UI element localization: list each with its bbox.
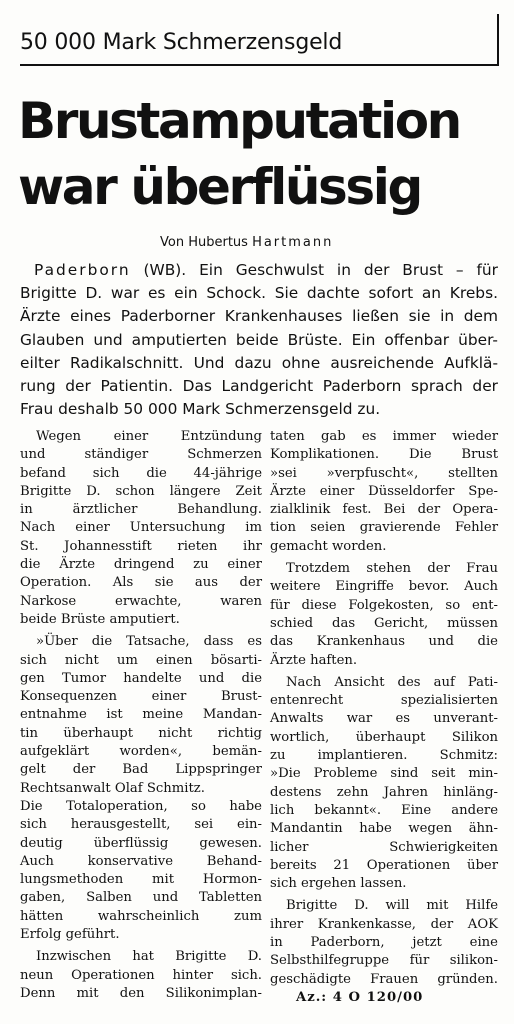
column-line: gelt der Bad Lippspringer — [20, 762, 262, 778]
column-line: gaben, Salben und Tabletten — [20, 890, 262, 906]
headline-line-2: war überflüssig — [18, 158, 421, 216]
column-line: Selbsthilfegruppe für silikon- — [270, 953, 498, 969]
lead-city: Paderborn — [34, 261, 131, 279]
column-line: lich bekannt«. Eine andere — [270, 802, 498, 818]
byline-prefix: Von Hubertus — [160, 235, 253, 250]
column-line: sich nicht um einen bösarti- — [20, 652, 262, 668]
column-line: Nach Ansicht des auf Pati- — [286, 674, 498, 690]
column-line: gemacht worden. — [270, 538, 387, 554]
column-line: lungsmethoden mit Hormon- — [20, 872, 262, 888]
column-line: taten gab es immer wieder — [270, 429, 498, 444]
column-line: licher Schwierigkeiten — [270, 839, 498, 855]
column-line: Trotzdem stehen der Frau — [286, 561, 498, 577]
column-line: Operation. Als sie aus der — [20, 575, 262, 591]
column-line: weitere Eingriffe bevor. Auch — [270, 579, 498, 595]
column-line: neun Operationen hinter sich. — [20, 967, 262, 983]
column-line: deutig überflüssig gewesen. — [20, 835, 262, 851]
column-line: entenrecht spezialisierten — [270, 693, 498, 709]
column-line: Denn mit den Silikonimplan- — [20, 985, 262, 1001]
column-line: »sei »verpfuscht«, stellten — [270, 465, 498, 481]
lead-paragraph — [20, 259, 498, 421]
column-line: Ärzte einer Düsseldorfer Spe- — [270, 483, 498, 499]
column-line: Narkose erwachte, waren — [20, 593, 262, 609]
column-line: »Über die Tatsache, dass es — [36, 634, 262, 650]
lead-line: Ärzte eines Paderborner Krankenhauses ließen sie in dem — [20, 307, 498, 326]
column-line: Konsequenzen einer Brust- — [20, 689, 262, 705]
column-line: in Paderborn, jetzt eine — [270, 935, 498, 951]
column-line: für diese Folgekosten, so ent- — [270, 597, 498, 613]
column-line: sich ergehen lassen. — [270, 876, 407, 892]
column-line: Komplikationen. Die Brust — [270, 447, 498, 463]
column-line: destens zehn Jahren hinläng- — [270, 784, 498, 800]
column-line: Ärzte haften. — [270, 652, 358, 668]
column-line: und ständiger Schmerzen — [20, 447, 262, 463]
column-line: Erfolg geführt. — [20, 927, 120, 943]
column-line: zialklinik fest. Bei der Opera- — [270, 502, 498, 518]
body-column-left — [20, 428, 262, 1003]
column-line: Brigitte D. will mit Hilfe — [286, 898, 498, 914]
lead-line: rung der Patientin. Das Landgericht Paderborn sprach der — [20, 377, 498, 396]
column-line: zu implantieren. Schmitz: — [270, 748, 498, 764]
headline-line-1: Brustamputation — [18, 92, 460, 150]
body-column-right — [270, 428, 498, 1007]
kicker-rule — [20, 64, 498, 66]
column-line: Nach einer Untersuchung im — [20, 520, 262, 536]
column-line: Die Totaloperation, so habe — [20, 798, 262, 814]
lead-line: Frau deshalb 50 000 Mark Schmerzensgeld zu. — [20, 400, 381, 419]
column-line: St. Johannesstift rieten ihr — [20, 538, 262, 554]
column-line: Anwalts war es unverant- — [270, 711, 498, 727]
column-line: Rechtsanwalt Olaf Schmitz. — [20, 780, 205, 796]
column-line: sich herausgestellt, sei ein- — [20, 817, 262, 833]
byline-author: Hartmann — [252, 235, 334, 250]
column-line: geschädigte Frauen gründen. — [270, 971, 498, 987]
column-line: »Die Probleme sind seit min- — [270, 766, 498, 782]
lead-line: Paderborn (WB). Ein Geschwulst in der Brust – für — [34, 261, 498, 279]
column-line: Wegen einer Entzündung — [36, 429, 262, 444]
column-line: die Ärzte dringend zu einer — [20, 557, 262, 573]
column-line: befand sich die 44-jährige — [20, 465, 262, 481]
column-line: in ärztlicher Behandlung. — [20, 502, 262, 518]
lead-line: Brigitte D. war es ein Schock. Sie dachte sofort an Krebs. — [20, 284, 498, 303]
case-number: Az.: 4 O 120/00 — [296, 989, 424, 1005]
column-line: beide Brüste amputiert. — [20, 611, 180, 627]
headline — [18, 88, 498, 220]
column-line: aufgeklärt worden«, bemän- — [20, 744, 262, 760]
column-line: entnahme ist meine Mandan- — [20, 707, 262, 723]
column-line: hätten wahrscheinlich zum — [20, 908, 262, 924]
column-line: bereits 21 Operationen über — [270, 857, 498, 873]
kicker: 50 000 Mark Schmerzensgeld — [20, 30, 343, 55]
column-line: Auch konservative Behand- — [20, 853, 262, 869]
column-line: schied das Gericht, müssen — [270, 615, 498, 631]
column-line: tion seien gravierende Fehler — [270, 520, 498, 536]
column-line: Mandantin habe wegen ähn- — [270, 821, 498, 837]
column-line: gen Tumor handelte und die — [20, 670, 262, 686]
frame-rule-right — [497, 14, 499, 66]
column-line: ihrer Krankenkasse, der AOK — [270, 916, 498, 932]
lead-line: Glauben und amputierten beide Brüste. Ein offenbar über- — [20, 330, 498, 349]
column-line: das Krankenhaus und die — [270, 634, 498, 650]
column-line: wortlich, überhaupt Silikon — [270, 729, 498, 745]
column-line: Inzwischen hat Brigitte D. — [36, 949, 262, 965]
column-line: Brigitte D. schon längere Zeit — [20, 483, 262, 499]
column-line: tin überhaupt nicht richtig — [20, 725, 262, 741]
lead-line: eilter Radikalschnitt. Und dazu ohne ausreichende Aufklä- — [20, 353, 498, 372]
byline — [160, 234, 333, 252]
